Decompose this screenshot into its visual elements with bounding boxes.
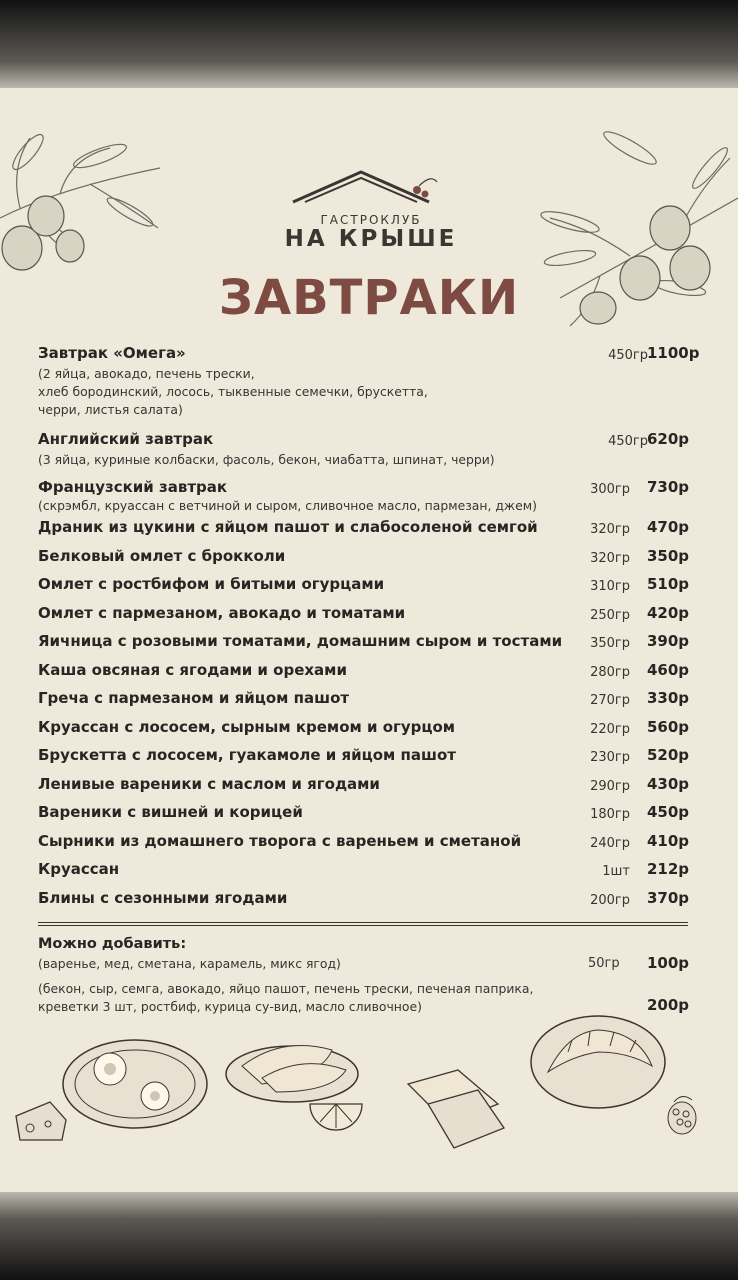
addons-group-2-price: 200р <box>647 996 690 1014</box>
item-weight: 230гр <box>590 750 630 765</box>
item-price: 350р <box>647 546 690 565</box>
item-weight: 350гр <box>590 636 630 651</box>
menu-item <box>38 344 690 419</box>
item-price: 410р <box>647 831 690 850</box>
item-name: Драник из цукини с яйцом пашот и слабосоленой семгой <box>38 518 538 536</box>
item-name: Завтрак «Омега» <box>38 344 186 362</box>
item-price: 1100р <box>647 344 700 362</box>
bread-slices-illustration <box>398 1064 508 1154</box>
item-description: (3 яйца, куриные колбаски, фасоль, бекон, чиабатта, шпинат, черри) <box>38 452 495 467</box>
item-price: 370р <box>647 888 690 907</box>
item-price: 460р <box>647 660 690 679</box>
item-description-text: (2 яйца, авокадо, печень трески, хлеб бородинский, лосось, тыквенные семечки, брускетта, черри, листья салата) <box>38 366 428 417</box>
item-price: 730р <box>647 478 690 496</box>
item-price: 520р <box>647 746 690 764</box>
item-weight: 240гр <box>590 835 630 851</box>
item-weight: 320гр <box>590 522 630 537</box>
item-price: 450р <box>647 803 690 821</box>
egg-plate-illustration <box>60 1034 210 1134</box>
item-weight: 180гр <box>590 807 630 822</box>
section-divider <box>38 922 688 926</box>
item-weight: 450гр <box>608 434 648 449</box>
addons-title: Можно добавить: <box>38 936 187 952</box>
item-weight: 280гр <box>590 664 630 680</box>
item-weight: 220гр <box>590 721 630 737</box>
item-price: 510р <box>647 575 690 593</box>
addons-group-2: (бекон, сыр, семга, авокадо, яйцо пашот, печень трески, печеная паприка, креветки 3 шт, ростбиф, курица су-вид, масло сливочное) <box>38 981 534 1014</box>
item-weight: 1шт <box>602 864 630 879</box>
item-name: Брускетта с лососем, гуакамоле и яйцом пашот <box>38 746 456 764</box>
item-name: Круассан <box>38 860 120 878</box>
item-price: 212р <box>647 860 690 878</box>
item-description <box>38 365 690 419</box>
item-name: Омлет с ростбифом и битыми огурцами <box>38 575 385 593</box>
croissant-plate-illustration <box>528 1012 668 1112</box>
lemon-illustration <box>306 1096 366 1136</box>
top-dark-band <box>0 0 738 88</box>
item-price: 330р <box>647 689 690 707</box>
item-name: Омлет с пармезаном, авокадо и томатами <box>38 603 406 622</box>
item-weight: 200гр <box>590 892 630 908</box>
item-name: Английский завтрак <box>38 430 214 448</box>
item-weight: 450гр <box>608 348 648 363</box>
item-name: Французский завтрак <box>38 478 228 496</box>
item-name: Греча с пармезаном и яйцом пашот <box>38 689 350 707</box>
item-weight: 270гр <box>590 693 630 708</box>
raspberry-illustration <box>662 1088 702 1138</box>
menu-item <box>38 860 690 878</box>
bottom-dark-band <box>0 1192 738 1280</box>
item-name: Круассан с лососем, сырным кремом и огурцом <box>38 717 456 736</box>
roof-icon <box>291 168 441 210</box>
item-description: (скрэмбл, круассан с ветчиной и сыром, сливочное масло, пармезан, джем) <box>38 498 537 513</box>
item-weight: 320гр <box>590 550 630 566</box>
item-name: Блины с сезонными ягодами <box>38 888 288 907</box>
item-price: 390р <box>647 632 690 650</box>
item-name: Яичница с розовыми томатами, домашним сыром и тостами <box>38 632 563 650</box>
addons-group-1-weight: 50гр <box>588 956 620 971</box>
section-title: ЗАВТРАКИ <box>218 270 520 326</box>
item-weight: 300гр <box>590 482 630 497</box>
item-price: 420р <box>647 603 690 622</box>
item-price: 470р <box>647 518 690 536</box>
logo-line-1: ГАСТРОКЛУБ <box>320 213 422 227</box>
item-price: 560р <box>647 717 690 736</box>
item-name: Ленивые вареники с маслом и ягодами <box>38 774 380 793</box>
item-weight: 310гр <box>590 579 630 594</box>
item-name: Вареники с вишней и корицей <box>38 803 303 821</box>
item-weight: 250гр <box>590 607 630 623</box>
item-price: 430р <box>647 774 690 793</box>
addons-group-1-price: 100р <box>647 954 690 972</box>
item-weight: 290гр <box>590 778 630 794</box>
item-name: Сырники из домашнего творога с вареньем и сметаной <box>38 831 522 850</box>
menu-page <box>0 88 738 1192</box>
olive-branch-left-illustration <box>0 128 165 288</box>
menu-item <box>38 430 690 469</box>
item-name: Каша овсяная с ягодами и орехами <box>38 660 347 679</box>
restaurant-logo <box>276 168 466 268</box>
item-price: 620р <box>647 430 690 448</box>
item-name: Белковый омлет с брокколи <box>38 546 286 565</box>
logo-line-2: НА КРЫШЕ <box>284 226 458 252</box>
addons-group-1: (варенье, мед, сметана, карамель, микс ягод) <box>38 956 341 971</box>
